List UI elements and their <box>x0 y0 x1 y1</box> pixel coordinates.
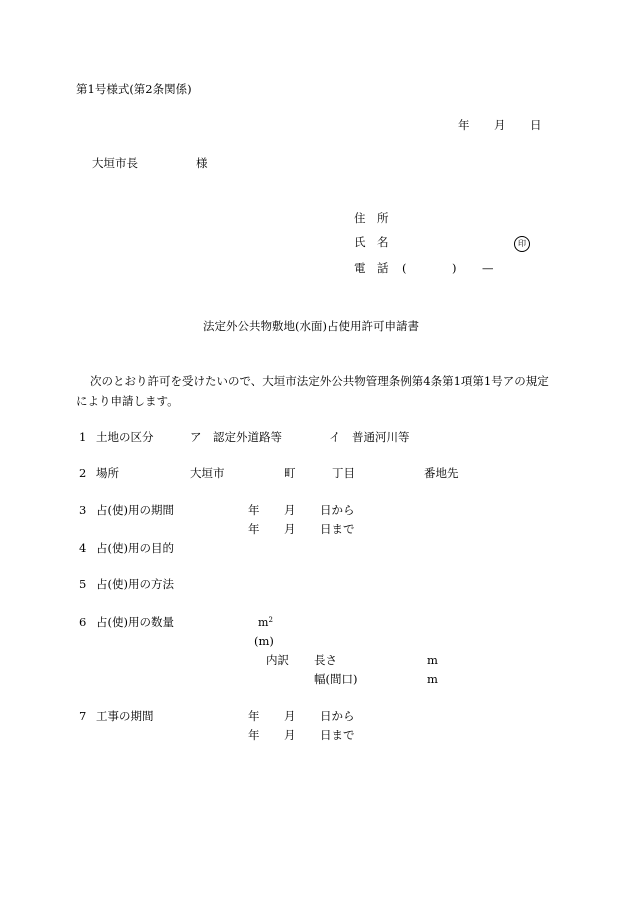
period-from-day: 日から <box>320 503 355 517</box>
intro-line-2: により申請します。 <box>76 394 179 408</box>
land-option-a: ア 認定外道路等 <box>190 430 282 444</box>
item-2-label: 場所 <box>96 466 119 480</box>
item-7-label: 工事の期間 <box>96 709 154 723</box>
place-banchi: 番地先 <box>424 466 459 480</box>
applicant-name-label: 氏 名 <box>354 235 389 249</box>
length-unit: m <box>427 653 438 667</box>
place-chome: 丁目 <box>332 466 355 480</box>
construction-from-year: 年 <box>248 709 260 723</box>
breakdown-label: 内訳 <box>266 653 289 667</box>
applicant-address-label: 住 所 <box>354 211 389 225</box>
period-until-month: 月 <box>284 522 296 536</box>
construction-until-month: 月 <box>284 728 296 742</box>
unit-square-meter-base: m <box>258 616 269 629</box>
place-town: 町 <box>284 466 296 480</box>
unit-meter-paren: (m) <box>254 634 274 648</box>
place-city: 大垣市 <box>190 466 225 480</box>
phone-dash: — <box>482 261 494 275</box>
date-month: 月 <box>494 118 506 132</box>
construction-until-year: 年 <box>248 728 260 742</box>
period-until-year: 年 <box>248 522 260 536</box>
addressee-name: 大垣市長 <box>92 156 138 170</box>
length-label: 長さ <box>314 653 337 667</box>
document-title: 法定外公共物敷地(水面)占使用許可申請書 <box>203 319 419 333</box>
date-year: 年 <box>458 118 470 132</box>
unit-square-meter-exp: 2 <box>268 616 273 624</box>
item-4-label: 占(使)用の目的 <box>96 541 174 555</box>
construction-from-month: 月 <box>284 709 296 723</box>
construction-until-day: 日まで <box>320 728 355 742</box>
item-4-number: 4 <box>79 541 87 555</box>
item-2-number: 2 <box>79 466 87 480</box>
item-6-label: 占(使)用の数量 <box>96 615 174 629</box>
unit-square-meter <box>258 617 273 628</box>
date-day: 日 <box>530 118 542 132</box>
width-label: 幅(間口) <box>314 672 358 686</box>
period-from-month: 月 <box>284 503 296 517</box>
width-unit: m <box>427 672 438 686</box>
item-1-number: 1 <box>79 430 87 444</box>
phone-open-paren: ( <box>402 261 407 275</box>
construction-from-day: 日から <box>320 709 355 723</box>
period-until-day: 日まで <box>320 522 355 536</box>
form-number: 第1号様式(第2条関係) <box>76 82 192 96</box>
land-option-b: イ 普通河川等 <box>329 430 410 444</box>
addressee-honorific: 様 <box>196 156 208 170</box>
item-7-number: 7 <box>79 709 87 723</box>
item-5-number: 5 <box>79 577 87 591</box>
item-6-number: 6 <box>79 615 87 629</box>
seal-mark: 印 <box>514 236 530 252</box>
period-from-year: 年 <box>248 503 260 517</box>
phone-close-paren: ) <box>452 261 457 275</box>
item-3-label: 占(使)用の期間 <box>96 503 174 517</box>
item-1-label: 土地の区分 <box>96 430 154 444</box>
intro-line-1: 次のとおり許可を受けたいので、大垣市法定外公共物管理条例第4条第1項第1号アの規定 <box>90 374 549 388</box>
item-5-label: 占(使)用の方法 <box>96 577 174 591</box>
item-3-number: 3 <box>79 503 87 517</box>
applicant-phone-label: 電 話 <box>354 261 389 275</box>
